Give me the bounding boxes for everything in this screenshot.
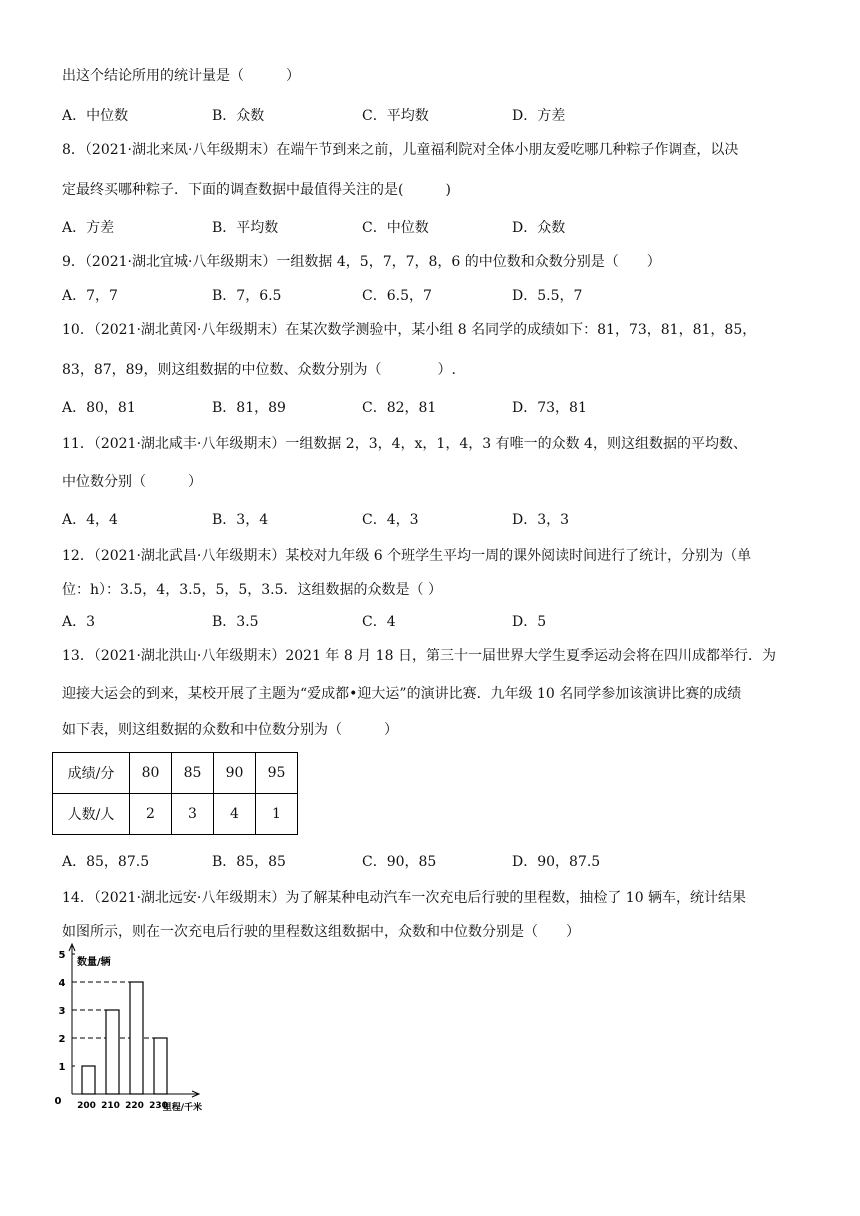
q8-options [62, 218, 782, 238]
q12-line1: 12．（2021·湖北武昌·八年级期末）某校对九年级 6 个班学生平均一周的课外阅读时间进行了统计，分别为（单 [62, 548, 752, 564]
bar [154, 1038, 167, 1094]
q10-options [62, 398, 782, 418]
q13-option-d: D．90，87.5 [512, 854, 601, 870]
q7-option-d: D．方差 [512, 108, 566, 124]
bar [130, 982, 143, 1094]
table-cell: 1 [256, 794, 298, 835]
q7-option-a: A．中位数 [62, 108, 129, 124]
q10-line1: 10．（2021·湖北黄冈·八年级期末）在某次数学测验中，某小组 8 名同学的成绩如下：81，73，81，81，85， [62, 322, 757, 338]
q13-option-a: A．85，87.5 [62, 854, 150, 870]
x-tick-label: 210 [101, 1101, 120, 1111]
q10-line2: 83，87，89，则这组数据的中位数、众数分别为（ ）. [62, 362, 456, 378]
table-cell: 成绩/分 [53, 753, 130, 794]
bar [106, 1010, 119, 1094]
q12-option-c: C．4 [362, 614, 396, 630]
table-cell: 3 [172, 794, 214, 835]
q10-option-d: D．73，81 [512, 400, 587, 416]
bar [82, 1066, 95, 1094]
table-cell: 人数/人 [53, 794, 130, 835]
q13-line1: 13．（2021·湖北洪山·八年级期末）2021 年 8 月 18 日，第三十一届世界大学生夏季运动会将在四川成都举行．为 [62, 648, 776, 664]
q11-line2: 中位数分别（ ） [62, 474, 202, 490]
q9-option-a: A．7，7 [62, 288, 118, 304]
table-cell: 4 [214, 794, 256, 835]
q12-options [62, 612, 782, 632]
q11-line1: 11．（2021·湖北咸丰·八年级期末）一组数据 2，3，4，x，1，4，3 有唯一的众数 4，则这组数据的平均数、 [62, 436, 747, 452]
x-tick-label: 200 [77, 1101, 96, 1111]
q12-option-d: D．5 [512, 614, 547, 630]
y-tick-label: 2 [58, 1034, 66, 1045]
table-cell: 2 [130, 794, 172, 835]
score-table [52, 752, 298, 835]
q13-line3: 如下表，则这组数据的众数和中位数分别为（ ） [62, 722, 398, 738]
q9-options [62, 286, 782, 306]
q7-tail: 出这个结论所用的统计量是（ ） [62, 68, 300, 84]
q9-option-d: D．5.5，7 [512, 288, 583, 304]
mileage-bar-chart [56, 952, 236, 1124]
table-cell: 95 [256, 753, 298, 794]
q9-line1: 9．（2021·湖北宜城·八年级期末）一组数据 4，5，7，7，8，6 的中位数和众数分别是（ ） [62, 254, 661, 270]
x-tick-label: 230 [149, 1101, 168, 1111]
q13-option-b: B．85，85 [212, 854, 286, 870]
q8-option-c: C．中位数 [362, 220, 429, 236]
q14-line2: 如图所示，则在一次充电后行驶的里程数这组数据中，众数和中位数分别是（ ） [62, 924, 580, 940]
table-cell: 85 [172, 753, 214, 794]
q8-option-b: B．平均数 [212, 220, 279, 236]
q7-options [62, 106, 782, 126]
q13-options [62, 852, 782, 872]
q12-line2: 位：h）：3.5，4，3.5，5，5，3.5．这组数据的众数是（ ） [62, 582, 442, 598]
y-tick-label: 1 [58, 1062, 66, 1073]
q9-option-c: C．6.5，7 [362, 288, 432, 304]
q11-option-d: D．3，3 [512, 512, 570, 528]
q7-option-b: B．众数 [212, 108, 265, 124]
q11-options [62, 510, 782, 530]
q14-line1: 14．（2021·湖北远安·八年级期末）为了解某种电动汽车一次充电后行驶的里程数，抽检了 10 辆车，统计结果 [62, 890, 747, 906]
y-tick-label: 4 [58, 978, 66, 989]
table-cell: 80 [130, 753, 172, 794]
q12-option-b: B．3.5 [212, 614, 259, 630]
x-tick-label: 220 [125, 1101, 144, 1111]
table-row [53, 753, 298, 794]
q10-option-b: B．81，89 [212, 400, 286, 416]
y-axis-label: 数量/辆 [77, 957, 111, 968]
q10-option-c: C．82，81 [362, 400, 437, 416]
table-cell: 90 [214, 753, 256, 794]
table-row [53, 794, 298, 835]
y-tick-label: 3 [58, 1006, 66, 1017]
q8-line1: 8．（2021·湖北来凤·八年级期末）在端午节到来之前，儿童福利院对全体小朋友爱吃哪几种粽子作调查，以决 [62, 142, 739, 158]
q11-option-c: C．4，3 [362, 512, 419, 528]
q8-line2: 定最终买哪种粽子．下面的调查数据中最值得关注的是( ) [62, 182, 451, 198]
q9-option-b: B．7，6.5 [212, 288, 282, 304]
q12-option-a: A．3 [62, 614, 96, 630]
y-tick-label: 5 [58, 950, 66, 961]
q8-option-a: A．方差 [62, 220, 115, 236]
q11-option-a: A．4，4 [62, 512, 118, 528]
q8-option-d: D．众数 [512, 220, 566, 236]
y-tick-label: 0 [54, 1096, 62, 1107]
q7-option-c: C．平均数 [362, 108, 429, 124]
x-axis-label: 里程/千米 [162, 1103, 202, 1113]
q13-line2: 迎接大运会的到来，某校开展了主题为“爱成都•迎大运”的演讲比赛．九年级 10 名同学参加该演讲比赛的成绩 [62, 686, 742, 702]
q10-option-a: A．80，81 [62, 400, 136, 416]
q13-option-c: C．90，85 [362, 854, 437, 870]
q11-option-b: B．3，4 [212, 512, 269, 528]
